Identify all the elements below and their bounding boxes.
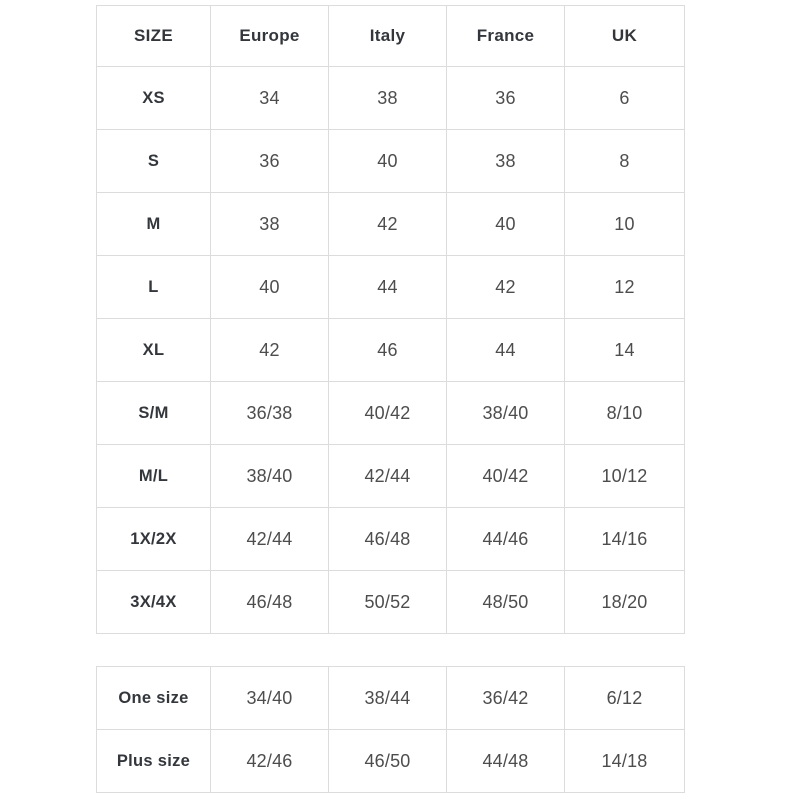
cell-uk: 8: [565, 130, 685, 193]
cell-france: 38/40: [447, 382, 565, 445]
cell-uk: 18/20: [565, 571, 685, 634]
cell-italy: 46/48: [329, 508, 447, 571]
cell-italy: 38: [329, 67, 447, 130]
column-header-uk: UK: [565, 6, 685, 67]
cell-france: 36/42: [447, 667, 565, 730]
size-table-body: [97, 67, 685, 634]
cell-italy: 46/50: [329, 730, 447, 793]
column-header-italy: Italy: [329, 6, 447, 67]
cell-france: 48/50: [447, 571, 565, 634]
table-row-s-m: [97, 382, 685, 445]
cell-italy: 44: [329, 256, 447, 319]
table-row-plus-size: [97, 730, 685, 793]
cell-italy: 38/44: [329, 667, 447, 730]
size-label: M/L: [97, 445, 211, 508]
cell-italy: 46: [329, 319, 447, 382]
cell-uk: 14: [565, 319, 685, 382]
size-label: M: [97, 193, 211, 256]
cell-france: 36: [447, 67, 565, 130]
cell-europe: 36: [211, 130, 329, 193]
column-header-europe: Europe: [211, 6, 329, 67]
cell-france: 40/42: [447, 445, 565, 508]
table-row-m: [97, 193, 685, 256]
cell-uk: 10/12: [565, 445, 685, 508]
cell-france: 44: [447, 319, 565, 382]
cell-italy: 40: [329, 130, 447, 193]
size-label: 3X/4X: [97, 571, 211, 634]
cell-uk: 10: [565, 193, 685, 256]
size-label: S/M: [97, 382, 211, 445]
table-row-one-size: [97, 667, 685, 730]
cell-europe: 36/38: [211, 382, 329, 445]
cell-italy: 42/44: [329, 445, 447, 508]
table-row-m-l: [97, 445, 685, 508]
size-conversion-table: [96, 5, 685, 634]
cell-europe: 42/44: [211, 508, 329, 571]
special-sizes-table: [96, 666, 685, 793]
cell-europe: 40: [211, 256, 329, 319]
size-label: 1X/2X: [97, 508, 211, 571]
cell-uk: 8/10: [565, 382, 685, 445]
table-row-xl: [97, 319, 685, 382]
table-row-1x-2x: [97, 508, 685, 571]
size-label: Plus size: [97, 730, 211, 793]
cell-uk: 6: [565, 67, 685, 130]
cell-france: 42: [447, 256, 565, 319]
cell-europe: 34/40: [211, 667, 329, 730]
size-label: XS: [97, 67, 211, 130]
cell-uk: 12: [565, 256, 685, 319]
cell-france: 38: [447, 130, 565, 193]
table-header-row: [97, 6, 685, 67]
cell-europe: 46/48: [211, 571, 329, 634]
size-label: XL: [97, 319, 211, 382]
column-header-france: France: [447, 6, 565, 67]
cell-france: 44/48: [447, 730, 565, 793]
cell-uk: 6/12: [565, 667, 685, 730]
tables-container: [96, 5, 684, 793]
cell-italy: 40/42: [329, 382, 447, 445]
cell-uk: 14/18: [565, 730, 685, 793]
cell-europe: 34: [211, 67, 329, 130]
special-table-body: [97, 667, 685, 793]
column-header-size: SIZE: [97, 6, 211, 67]
cell-italy: 42: [329, 193, 447, 256]
cell-europe: 38/40: [211, 445, 329, 508]
cell-europe: 38: [211, 193, 329, 256]
size-label: S: [97, 130, 211, 193]
size-label: L: [97, 256, 211, 319]
cell-france: 44/46: [447, 508, 565, 571]
cell-uk: 14/16: [565, 508, 685, 571]
cell-europe: 42: [211, 319, 329, 382]
cell-france: 40: [447, 193, 565, 256]
cell-italy: 50/52: [329, 571, 447, 634]
cell-europe: 42/46: [211, 730, 329, 793]
table-row-s: [97, 130, 685, 193]
table-row-xs: [97, 67, 685, 130]
table-row-l: [97, 256, 685, 319]
size-label: One size: [97, 667, 211, 730]
table-row-3x-4x: [97, 571, 685, 634]
